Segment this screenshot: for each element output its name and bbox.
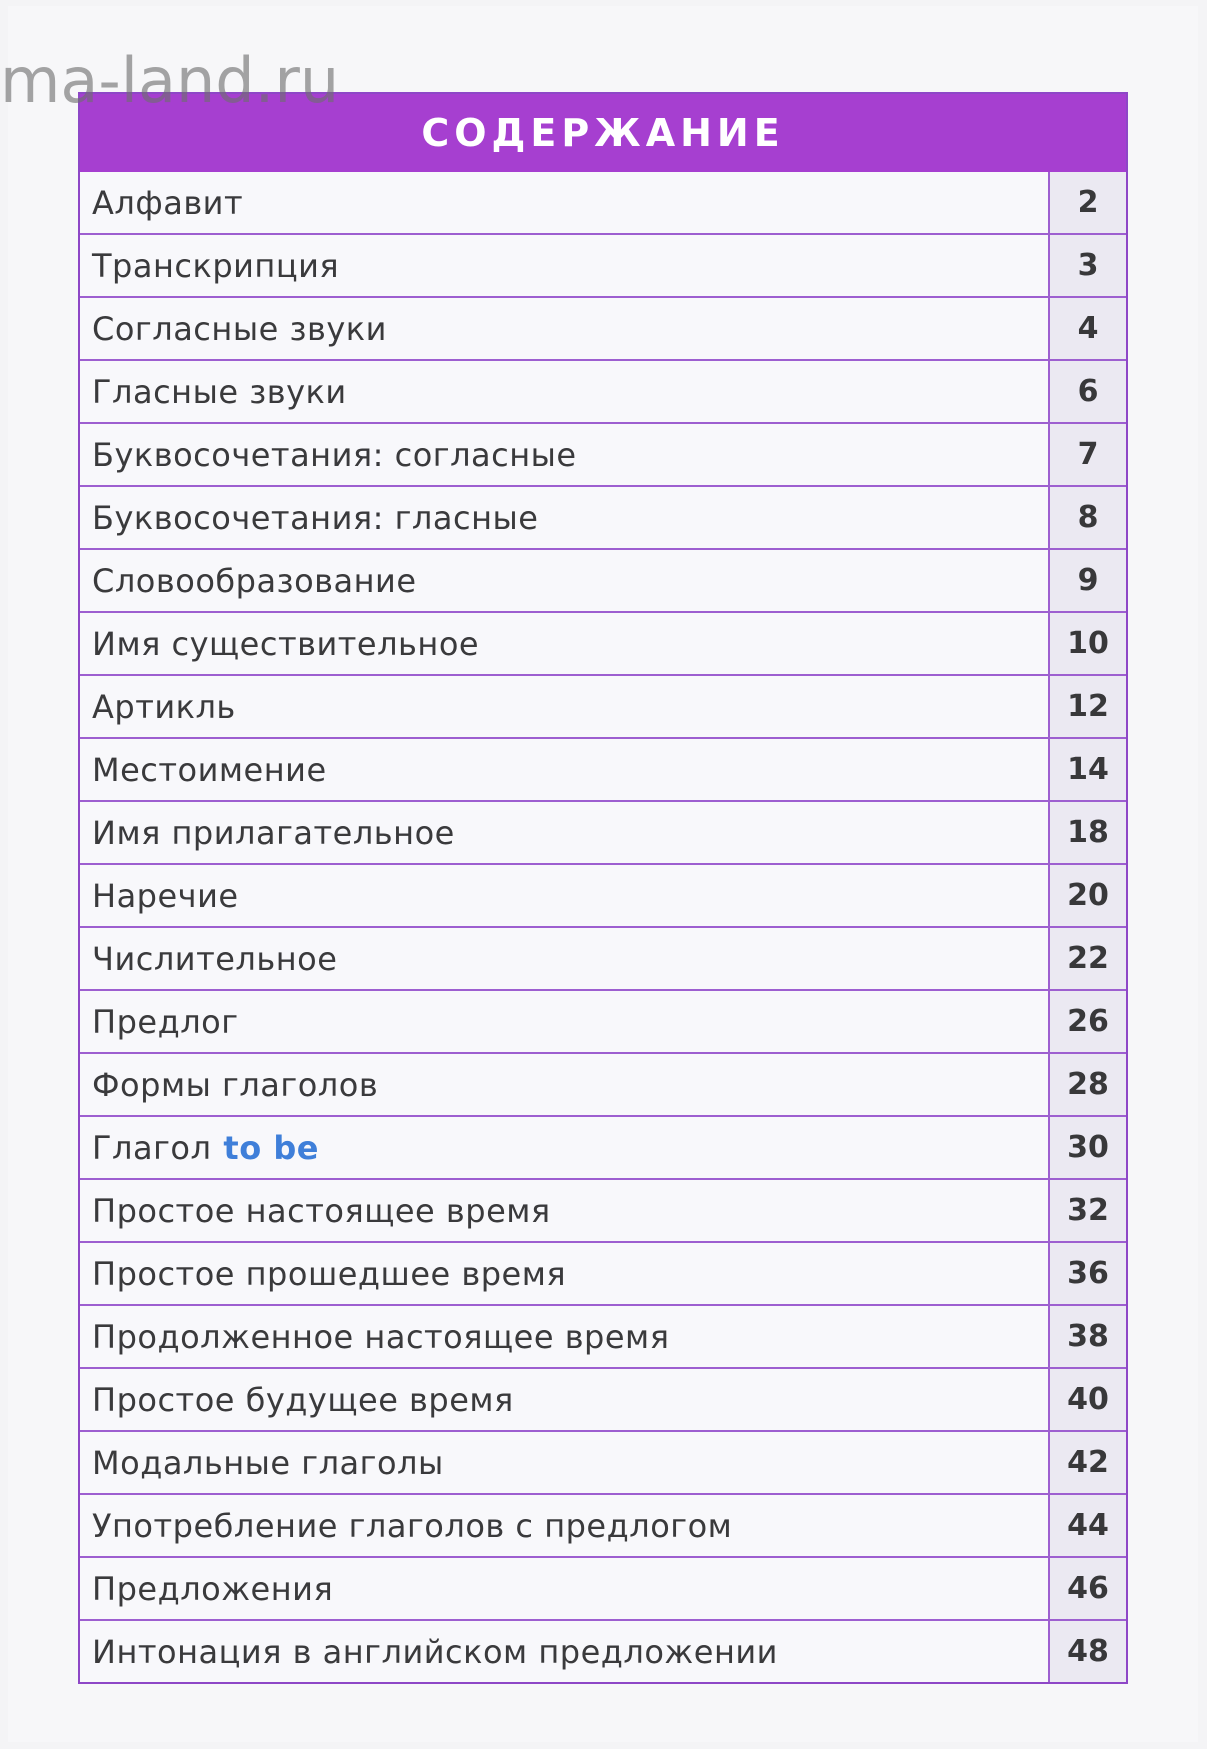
toc-entry-page-number: 48 (1048, 1621, 1126, 1682)
toc-entry-page-number: 46 (1048, 1558, 1126, 1619)
toc-entry-title-text: Простое будущее время (92, 1380, 514, 1419)
toc-row[interactable] (80, 548, 1126, 611)
toc-entry-page-number: 22 (1048, 928, 1126, 989)
toc-entry-title (80, 298, 1048, 359)
toc-entry-page-number: 6 (1048, 361, 1126, 422)
toc-entry-page-number: 30 (1048, 1117, 1126, 1178)
toc-entry-accent-text: to be (223, 1128, 319, 1167)
toc-entry-page-number: 20 (1048, 865, 1126, 926)
toc-entry-title (80, 424, 1048, 485)
toc-entry-page-number: 42 (1048, 1432, 1126, 1493)
toc-entry-page-number: 2 (1048, 172, 1126, 233)
toc-entry-title (80, 739, 1048, 800)
toc-row[interactable] (80, 863, 1126, 926)
toc-row[interactable] (80, 1052, 1126, 1115)
toc-row[interactable] (80, 800, 1126, 863)
toc-heading: СОДЕРЖАНИЕ (80, 94, 1126, 172)
toc-entry-title (80, 1054, 1048, 1115)
toc-row[interactable] (80, 233, 1126, 296)
toc-entry-page-number: 40 (1048, 1369, 1126, 1430)
toc-entry-page-number: 14 (1048, 739, 1126, 800)
toc-entry-title-text: Предлог (92, 1002, 239, 1041)
toc-entry-title (80, 991, 1048, 1052)
toc-entry-title (80, 1495, 1048, 1556)
toc-entry-page-number: 3 (1048, 235, 1126, 296)
toc-entry-title (80, 235, 1048, 296)
toc-entry-title-text: Глагол (92, 1128, 212, 1167)
toc-entry-page-number: 10 (1048, 613, 1126, 674)
book-page (8, 6, 1198, 1742)
toc-entry-page-number: 38 (1048, 1306, 1126, 1367)
toc-entry-title-text: Модальные глаголы (92, 1443, 444, 1482)
toc-row[interactable] (80, 1619, 1126, 1682)
toc-entry-title-text: Буквосочетания: гласные (92, 498, 539, 537)
toc-entry-title-text: Артикль (92, 687, 236, 726)
toc-entry-page-number: 8 (1048, 487, 1126, 548)
toc-entry-title-text: Простое настоящее время (92, 1191, 551, 1230)
toc-entry-title-text: Гласные звуки (92, 372, 347, 411)
toc-entry-title-text: Продолженное настоящее время (92, 1317, 670, 1356)
toc-entry-page-number: 26 (1048, 991, 1126, 1052)
toc-entry-page-number: 36 (1048, 1243, 1126, 1304)
toc-entry-title-text: Интонация в английском предложении (92, 1632, 778, 1671)
toc-entry-title-text: Местоимение (92, 750, 327, 789)
toc-row[interactable] (80, 296, 1126, 359)
toc-entry-title-text: Имя существительное (92, 624, 480, 663)
toc-entry-title-text: Употребление глаголов с предлогом (92, 1506, 733, 1545)
toc-entry-title (80, 487, 1048, 548)
toc-entry-title-text: Предложения (92, 1569, 334, 1608)
toc-row[interactable] (80, 1556, 1126, 1619)
toc-entry-title (80, 361, 1048, 422)
toc-entry-page-number: 9 (1048, 550, 1126, 611)
toc-entry-title-text: Буквосочетания: согласные (92, 435, 577, 474)
toc-entry-title (80, 802, 1048, 863)
toc-entry-page-number: 4 (1048, 298, 1126, 359)
toc-entry-title (80, 1558, 1048, 1619)
toc-row[interactable] (80, 737, 1126, 800)
toc-rows (80, 172, 1126, 1682)
toc-entry-title-text: Числительное (92, 939, 338, 978)
toc-entry-title-text: Словообразование (92, 561, 417, 600)
toc-row[interactable] (80, 485, 1126, 548)
toc-entry-title (80, 1117, 1048, 1178)
toc-entry-title-text: Формы глаголов (92, 1065, 379, 1104)
toc-entry-page-number: 32 (1048, 1180, 1126, 1241)
toc-entry-title (80, 1621, 1048, 1682)
toc-row[interactable] (80, 1493, 1126, 1556)
toc-entry-title (80, 676, 1048, 737)
toc-entry-title (80, 865, 1048, 926)
toc-row[interactable] (80, 359, 1126, 422)
toc-row[interactable] (80, 1430, 1126, 1493)
toc-entry-title (80, 613, 1048, 674)
toc-entry-page-number: 12 (1048, 676, 1126, 737)
toc-entry-title-text: Транскрипция (92, 246, 340, 285)
toc-entry-title (80, 1306, 1048, 1367)
toc-entry-title (80, 172, 1048, 233)
toc-row[interactable] (80, 989, 1126, 1052)
toc-row[interactable] (80, 1178, 1126, 1241)
toc-entry-title-text: Простое прошедшее время (92, 1254, 567, 1293)
toc-entry-page-number: 18 (1048, 802, 1126, 863)
toc-row[interactable] (80, 1367, 1126, 1430)
toc-entry-page-number: 28 (1048, 1054, 1126, 1115)
toc-entry-title-text: Алфавит (92, 183, 244, 222)
toc-entry-title (80, 1369, 1048, 1430)
table-of-contents (78, 92, 1128, 1684)
toc-row[interactable] (80, 1115, 1126, 1178)
toc-entry-title-text: Наречие (92, 876, 239, 915)
toc-entry-title-text: Имя прилагательное (92, 813, 455, 852)
toc-row[interactable] (80, 674, 1126, 737)
toc-entry-title (80, 1243, 1048, 1304)
toc-row[interactable] (80, 926, 1126, 989)
toc-row[interactable] (80, 422, 1126, 485)
toc-entry-page-number: 7 (1048, 424, 1126, 485)
toc-row[interactable] (80, 1241, 1126, 1304)
toc-entry-title (80, 550, 1048, 611)
toc-row[interactable] (80, 611, 1126, 674)
toc-entry-title (80, 1432, 1048, 1493)
watermark: ma-land.ru (0, 44, 340, 117)
toc-entry-title (80, 928, 1048, 989)
toc-row[interactable] (80, 1304, 1126, 1367)
toc-row[interactable] (80, 172, 1126, 233)
toc-entry-title-text: Согласные звуки (92, 309, 387, 348)
toc-entry-page-number: 44 (1048, 1495, 1126, 1556)
toc-entry-title (80, 1180, 1048, 1241)
